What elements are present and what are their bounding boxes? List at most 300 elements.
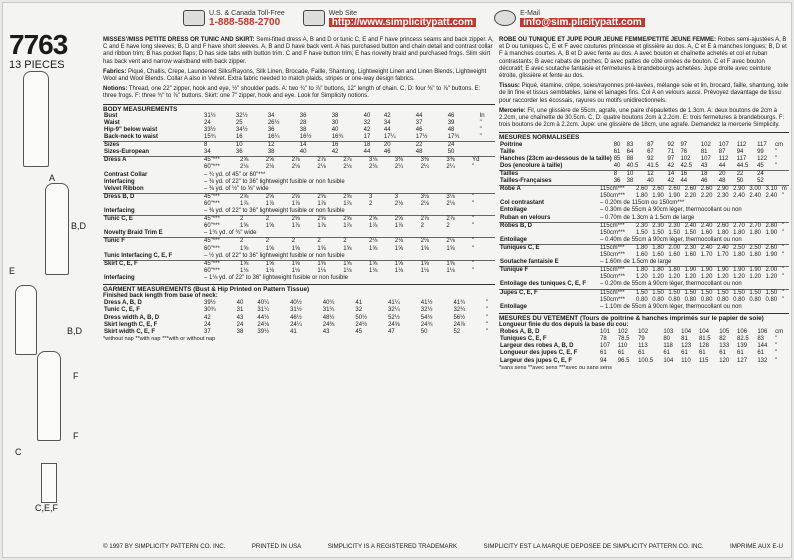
cell-value: 1⅝ (291, 260, 317, 268)
cell-value: 2 (316, 238, 342, 246)
cell-value: 1.60 (668, 252, 681, 259)
cell-value: 1.20 (684, 274, 697, 281)
row-sub: 150cm*** (600, 274, 626, 281)
cell-value: 2⅝ (291, 216, 317, 224)
cell-value: 78.5 (617, 336, 630, 343)
cell-value: 76 (680, 148, 688, 155)
cell-value: 40 (363, 112, 371, 119)
cell-value: 16 (331, 142, 363, 150)
cell-value: 3⅛ (445, 193, 471, 201)
cell-value: 38 (626, 178, 634, 185)
cell-value: 1.80 (733, 252, 745, 259)
cell-value: 2.60 (667, 186, 683, 194)
cell-value: 1⅝ (265, 245, 275, 252)
cell-value: In (479, 112, 485, 119)
cell-value: 133 (719, 343, 730, 350)
cell-value: 17¾ (447, 134, 460, 141)
cell-value: 78 (600, 336, 607, 343)
cell-value: 50½ (355, 314, 368, 321)
cell-value: 41.5 (647, 162, 659, 169)
french-description (499, 37, 789, 80)
cell-value: 0.80 (652, 296, 664, 303)
cell-value: 1⅝ (420, 260, 446, 268)
row-label: Largeur des jupes C, E, F (500, 357, 573, 364)
row-label: Dress B, D (103, 193, 203, 201)
row-label: Bust (104, 112, 118, 119)
cell-value: 1.20 (749, 274, 761, 281)
cell-value: 1⅝ (239, 260, 265, 268)
row-sub: 150cm*** (600, 296, 626, 303)
cell-value: 40.5 (626, 162, 639, 169)
cell-value: cm (775, 141, 784, 148)
cell-value: 1.20 (733, 274, 745, 281)
cell-value: 106 (757, 329, 768, 336)
cell-value: 41 (290, 328, 297, 335)
row-label: Interfacing (104, 274, 135, 281)
row-sub: – 1⅛ yd. of 22" to 36" lightweight fusible or non fusible (204, 274, 349, 281)
row-label: Back-neck to waist (104, 134, 159, 141)
row-label (499, 297, 599, 304)
cell-value: 2 (239, 238, 265, 246)
row-sub: – 0.20m de 115cm ou 150cm*** (600, 200, 685, 207)
table-row (103, 193, 495, 201)
cell-value: 83 (626, 141, 634, 148)
cell-value: 15¾ (204, 134, 216, 141)
cell-value: 40 (331, 127, 339, 134)
cell-value: 2⅛ (394, 200, 404, 207)
cell-value: 1.50 (748, 289, 764, 297)
cell-value: 10 (626, 171, 646, 179)
row-label: Dress width A, B, D (104, 314, 160, 321)
cell-value: 67 (647, 148, 654, 155)
cell-value: 2.60 (700, 186, 716, 194)
cell-value: 48 (718, 178, 726, 185)
cell-value: 2.50 (748, 244, 764, 252)
cell-value: 43 (322, 328, 330, 335)
row-sub: 150cm*** (600, 193, 626, 200)
cell-value: 61 (719, 350, 726, 357)
cell-value: " (479, 134, 482, 141)
cell-value: 44 (383, 127, 391, 134)
cell-value: 107 (718, 141, 729, 148)
cell-value: 105 (719, 329, 730, 336)
cell-value: 43 (236, 314, 244, 321)
cell-value: 24 (756, 171, 774, 179)
cell-value: 103 (663, 329, 674, 336)
cell-value: " (486, 328, 489, 335)
cell-value: 2 (291, 238, 317, 246)
cell-value: 1⅛ (265, 267, 275, 274)
cell-value: 1.20 (652, 274, 664, 281)
cell-value: 1⅞ (317, 200, 326, 207)
cell-value: 1.90 (765, 229, 778, 236)
row-label: Entoilage des tuniques C, E, F (500, 281, 587, 288)
cell-value: 36 (235, 149, 243, 156)
cell-value: 1.80 (749, 252, 761, 259)
cell-value: 1⅛ (343, 267, 352, 274)
cell-value: 71 (667, 148, 675, 155)
cell-value: 2.60 (765, 244, 781, 252)
cell-value: 1⅞ (317, 223, 326, 230)
cell-value: 2⅝ (265, 193, 291, 201)
cell-value: 92 (647, 155, 654, 162)
table-row (499, 163, 789, 171)
row-sub: – 0.40m de 55cm à 90cm léger, thermocollant ou non (600, 236, 742, 243)
cell-value: 1.50 (668, 229, 681, 236)
row-label: Novelty Braid Trim E (104, 230, 163, 237)
cell-value: 1.90 (716, 267, 732, 275)
cell-value: 42 (667, 178, 675, 185)
row-label: Tunic C, E, F (104, 307, 140, 314)
cell-value: 3 (394, 193, 420, 201)
cell-value: 3⅜ (394, 157, 420, 165)
cell-value: 2⅛ (291, 164, 300, 171)
cell-value: 2.60 (651, 186, 667, 194)
cell-value: 50 (447, 149, 455, 156)
table-row (103, 172, 495, 179)
cell-value: 16½ (299, 134, 312, 141)
row-sub: 115cm*** (599, 289, 635, 297)
cell-value: 1⅞ (343, 200, 352, 207)
row-sub: 115cm*** (599, 186, 635, 194)
cell-value: 0.80 (749, 296, 761, 303)
cell-value: 48 (447, 127, 455, 134)
row-label: Dos (encolure à taille) (500, 162, 563, 169)
cell-value: 61 (737, 350, 744, 357)
row-sub: 150cm*** (600, 229, 626, 236)
cell-value: 2 (420, 223, 424, 230)
cell-value: 1.20 (668, 274, 681, 281)
cell-value: 2.40 (700, 222, 716, 230)
cell-value: 1⅝ (368, 245, 378, 252)
tissus-text: Piqué, étamine, crêpe, soies/rayonnes pré-lavées, mélange soie et lin, brocard, faille, shantung, toile de lin fine et tissus semblables, laine et lainages fins. Col A en velours aussi. Prévoyez davantage de tissu pour raccorder les écossais, rayures ou motifs unidirectionnels. (499, 83, 789, 104)
cell-value: 1.50 (700, 289, 716, 297)
cell-value: 34½ (235, 127, 248, 134)
row-label: Largeur des robes A, B, D (500, 343, 574, 350)
cell-value: 44.5 (736, 162, 749, 169)
garment-subtitle: Finished back length from base of neck: (103, 293, 218, 300)
cell-value: " (775, 336, 778, 343)
row-label (103, 223, 203, 230)
cell-value: 1.50 (651, 289, 667, 297)
cell-value: " (775, 155, 778, 162)
cell-value: 33½ (204, 127, 216, 134)
pieces-count: 13 PIECES (9, 59, 65, 71)
table-row (103, 201, 495, 208)
french-yardage-table (499, 185, 789, 311)
cell-value: 44 (363, 149, 371, 156)
row-sub: – 0.30m de 55cm à 90cm léger, thermocollant ou non (600, 207, 742, 214)
cell-value: 2⅛ (445, 238, 471, 246)
cell-value: 1⅝ (445, 260, 471, 268)
cell-value (479, 149, 495, 156)
row-sub: 60"*** (204, 245, 220, 252)
cell-value: 2¼ (394, 164, 404, 171)
row-sub: – 1.10m de 55cm à 90cm léger, thermocollant ou non (600, 303, 742, 310)
cell-value: 1⅛ (240, 267, 249, 274)
table-row (499, 171, 789, 179)
view-label-a: A (49, 173, 56, 183)
cell-value: 87 (718, 148, 726, 155)
cell-value: 40 (236, 300, 244, 307)
cell-value: " (781, 244, 789, 252)
table-row (103, 149, 495, 156)
cell-value: 1.50 (635, 289, 651, 297)
cell-value: 61 (698, 350, 706, 357)
cell-value: 1.20 (765, 274, 778, 281)
table-row (499, 336, 789, 343)
cell-value: 12 (646, 171, 666, 179)
table-row (499, 207, 789, 214)
row-label: Tuniques C, E (499, 244, 599, 252)
cell-value: 61 (617, 350, 625, 357)
cell-value: " (479, 127, 482, 134)
table-row (103, 113, 495, 120)
cell-value: 80 (613, 141, 621, 148)
cell-value: 45 (355, 328, 363, 335)
cell-value: 24 (204, 321, 211, 328)
english-column (103, 37, 495, 343)
cell-value: 1.50 (716, 289, 732, 297)
cell-value: 128 (698, 343, 709, 350)
view-label-bd-1: B,D (71, 221, 87, 231)
table-row (103, 322, 495, 329)
table-row (499, 237, 789, 245)
cell-value: 2⅞ (316, 157, 342, 165)
cell-value: 2.70 (732, 222, 748, 230)
cell-value: 47 (388, 328, 395, 335)
cell-value: 1.50 (732, 289, 748, 297)
table-row (103, 253, 495, 261)
cell-value: 24 (204, 119, 211, 126)
cell-value: 28 (299, 119, 307, 126)
table-row (103, 315, 495, 322)
cell-value: 2⅛ (368, 238, 394, 246)
row-label: Skirt width C, E, F (104, 328, 156, 335)
table-row (499, 193, 789, 200)
cell-value: 26½ (267, 119, 280, 126)
cell-value: 31¾ (322, 307, 335, 314)
cell-value: 32½ (235, 112, 248, 119)
cell-value: " (471, 260, 495, 268)
cell-value: 1⅞ (343, 223, 352, 230)
row-label (103, 268, 203, 275)
view-label-f-1: F (73, 371, 79, 381)
english-yardage-table (103, 156, 495, 282)
cell-value: 1⅝ (394, 260, 420, 268)
cell-value: m (781, 186, 789, 194)
cell-value: 1.20 (716, 274, 729, 281)
cell-value: " (471, 193, 495, 201)
row-label: Tunic C, E (103, 216, 203, 224)
cell-value: 87 (647, 141, 654, 148)
cell-value: " (472, 164, 475, 171)
cell-value: 2 (265, 238, 291, 246)
row-sub: 45"*** (203, 216, 239, 224)
table-row (499, 215, 789, 223)
cell-value: 2.20 (700, 193, 713, 200)
cell-value: 0.80 (684, 296, 697, 303)
cell-value: " (781, 289, 789, 297)
email-label: E-Mail (520, 10, 540, 17)
french-garment-table (499, 329, 789, 364)
row-sub: – ½ yd. of 22" to 36" lightweight fusible or non fusible (204, 252, 345, 259)
cell-value: 44 (415, 112, 423, 119)
table-row (103, 134, 495, 142)
cell-value: 132 (757, 357, 768, 364)
table-row (499, 156, 789, 163)
cell-value: 1⅝ (420, 245, 429, 252)
cell-value (479, 142, 495, 150)
cell-value: 79 (638, 336, 645, 343)
cell-value: 0.80 (733, 296, 745, 303)
cell-value: 2.30 (716, 193, 729, 200)
email-contact (494, 9, 645, 27)
cell-value: 2⅝ (291, 193, 317, 201)
cell-value: 12 (267, 142, 299, 150)
cell-value: 40¾ (322, 300, 335, 307)
cell-value: 1⅛ (420, 267, 429, 274)
cell-value: 2⅛ (446, 200, 455, 207)
email-address: info@sim.plicitypatt.com (520, 18, 645, 27)
cell-value: 0.80 (765, 296, 778, 303)
cell-value: 2¼ (446, 164, 455, 171)
cell-value: 24 (236, 321, 244, 328)
cell-value: 2⅛ (394, 238, 420, 246)
cell-value: 97 (680, 141, 688, 148)
cell-value: 1.80 (635, 267, 651, 275)
cell-value: 2.30 (635, 222, 651, 230)
row-label: Skirt length C, E, F (104, 321, 158, 328)
row-sub: 150cm*** (600, 252, 626, 259)
mesures-title: MESURES NORMALISEES (499, 132, 789, 141)
cell-value: 2.70 (748, 222, 764, 230)
row-label: Robes B, D (499, 222, 599, 230)
cell-value: 1.50 (765, 289, 781, 297)
cell-value: 88 (626, 155, 634, 162)
cell-value: 14 (299, 142, 331, 150)
cell-value: 52 (453, 328, 461, 335)
cell-value: 3.10 (765, 186, 781, 194)
cell-value: 52½ (388, 314, 400, 321)
french-footnote: *sans sens **avec sens ***avec ou sans sens (499, 364, 612, 371)
mercerie-text: Fil, une glissière de 55cm, agrafe, une paire d'épaulettes de 1.3cm. A: deux boutons de 2cm à 2.2cm, une chaînette de 30.5cm. C, D: quatre boutons 2cm à 2.2cm. E: trois fermetures à brandebourgs. F: trois boutons de 2cm à 2.2cm. Jupe: une glissière de 18cm, une agrafe. Demandez la mercerie Simplicity. (499, 107, 785, 129)
web-contact (303, 9, 476, 27)
cell-value: 97 (667, 155, 675, 162)
row-label: Robes A, B, D (500, 329, 540, 336)
cell-value: 1⅝ (240, 245, 249, 252)
row-label: Jupes C, E, F (499, 289, 599, 297)
row-label: Tuniques C, E, F (500, 336, 547, 343)
cell-value: " (775, 162, 778, 169)
english-description (103, 37, 495, 66)
row-sub: – ¾ yd. of 45" or 60"*** (204, 171, 266, 178)
french-tissus (499, 83, 789, 105)
fabrics-text: Piqué, Challis, Crepe, Laundered Silks/Rayons, Silk Linen, Brocade, Faille, Shantung, Lightweight Linen and Linen Blends, Lightweight Wool and Wool Blends. Collar A also in Velvet. Extra fabric needed to match plaids, stripes or one-way design fabrics. (103, 68, 487, 83)
row-label: Velvet Ribbon (104, 185, 144, 192)
cell-value: 110 (617, 343, 628, 350)
cell-value: 2⅝ (239, 193, 265, 201)
row-sub: – ⅜ yd. of ½" to ⅝" wide (204, 185, 269, 192)
cell-value: 113 (638, 343, 648, 350)
cell-value: 24⅝ (388, 321, 400, 328)
cell-value: 81 (700, 148, 708, 155)
table-row (103, 164, 495, 171)
cell-value: " (472, 200, 475, 207)
cell-value: 25 (235, 119, 243, 126)
cell-value: 1.80 (635, 244, 651, 252)
cell-value: 36 (267, 127, 275, 134)
cell-value: 2⅞ (291, 157, 317, 165)
cell-value: 1.50 (667, 289, 683, 297)
cell-value: 2⅛ (343, 164, 352, 171)
cell-value: 2.20 (684, 193, 697, 200)
cell-value: 102 (617, 329, 628, 336)
cell-value: 1⅝ (291, 245, 300, 252)
cell-value: 31½ (290, 307, 302, 314)
sketch-e (15, 285, 37, 355)
table-row (103, 223, 495, 230)
cell-value: 8 (203, 142, 235, 150)
cell-value: 44 (718, 162, 726, 169)
cell-value: 1⅝ (343, 245, 352, 252)
cell-value: 61 (663, 350, 670, 357)
english-body-table (103, 113, 495, 157)
row-sub: 45"*** (203, 157, 239, 165)
cell-value: 1.60 (636, 252, 648, 259)
cell-value: 40 (647, 178, 654, 185)
row-label (103, 246, 203, 253)
cell-value: 2⅝ (316, 193, 342, 201)
french-mercerie (499, 108, 789, 130)
cell-value: 20 (383, 142, 415, 150)
row-label: Waist (104, 119, 120, 126)
cell-value: " (486, 321, 489, 328)
cell-value: 39 (447, 119, 455, 126)
table-row (103, 230, 495, 238)
row-sub: – 0.20m de 55cm à 90cm léger, thermocollant ou non (600, 281, 742, 288)
cell-value: " (775, 350, 778, 357)
cell-value: 24⅛ (257, 321, 270, 328)
table-row (499, 142, 789, 149)
sketch-bd-1 (45, 183, 69, 275)
cell-value: 24⅜ (322, 321, 335, 328)
english-footnote: *without nap **with nap ***with or without nap (103, 335, 216, 342)
table-row (499, 343, 789, 350)
cell-value: 1.50 (652, 229, 664, 236)
row-label: Entoilage (500, 207, 528, 214)
french-garment-subtitle: Longueur finie du dos depuis la base du cou: (499, 322, 629, 328)
cell-value: 115 (698, 357, 709, 364)
cell-value: " (781, 229, 784, 236)
row-label: Tunique F (499, 267, 599, 275)
table-row (499, 329, 789, 336)
row-label: Soutache fantaisie E (500, 259, 559, 266)
table-row (499, 350, 789, 357)
row-sub: – 1.60m de 1.5cm de large (600, 259, 672, 266)
cell-value: 2 (342, 238, 368, 246)
cell-value: 42.5 (680, 162, 693, 169)
sketch-f (37, 351, 61, 441)
cell-value: 1⅝ (368, 260, 394, 268)
table-row (103, 307, 495, 314)
english-fabrics (103, 69, 495, 83)
cell-value: 2.40 (733, 193, 745, 200)
cell-value: 102 (680, 155, 691, 162)
table-row (103, 142, 495, 150)
cell-value: 61 (613, 148, 621, 155)
cell-value: 80 (663, 336, 670, 343)
